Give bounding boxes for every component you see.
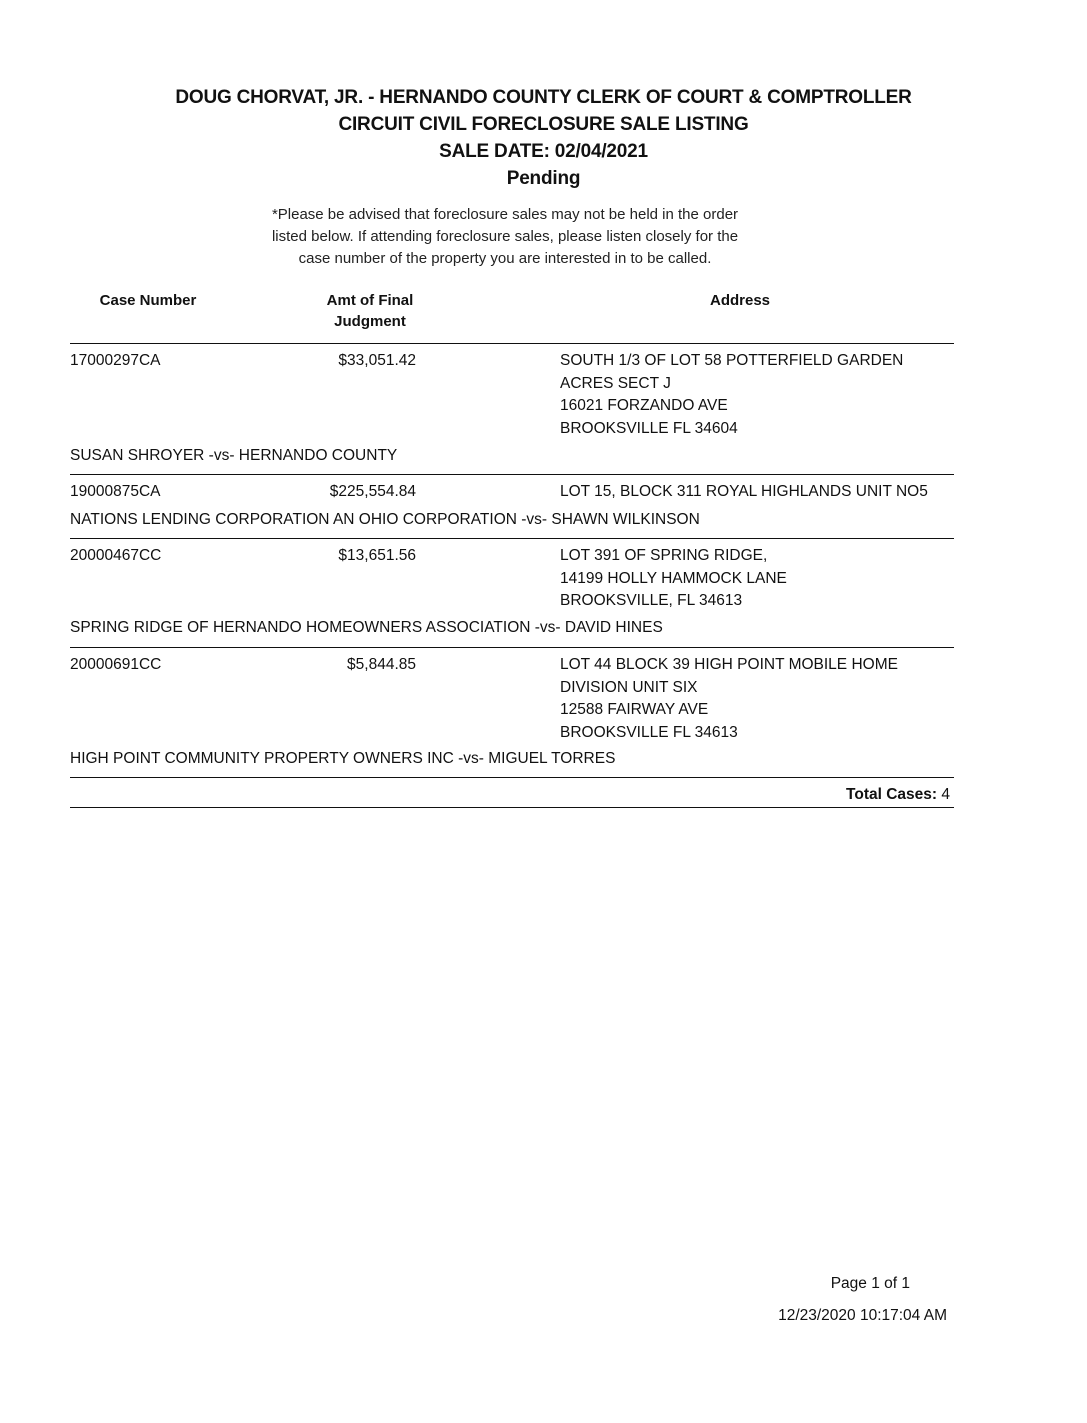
column-header-address: Address bbox=[709, 292, 771, 309]
address-line: ACRES SECT J bbox=[560, 374, 671, 392]
case-separator bbox=[70, 538, 954, 539]
notice-line: listed below. If attending foreclosure sales, please listen closely for the bbox=[271, 228, 739, 245]
case-parties: SPRING RIDGE OF HERNANDO HOMEOWNERS ASSOCIATION -vs- DAVID HINES bbox=[70, 619, 663, 636]
property-address bbox=[560, 654, 898, 744]
case-number: 20000467CC bbox=[70, 547, 162, 564]
total-cases bbox=[760, 784, 950, 807]
address-line: 14199 HOLLY HAMMOCK LANE bbox=[560, 569, 787, 587]
sale-date: SALE DATE: 02/04/2021 bbox=[439, 141, 648, 162]
column-header-amount bbox=[305, 290, 435, 332]
column-header-amount-line: Judgment bbox=[334, 313, 406, 330]
total-cases-label: Total Cases: bbox=[846, 786, 938, 803]
case-parties: NATIONS LENDING CORPORATION AN OHIO CORPORATION -vs- SHAWN WILKINSON bbox=[70, 511, 700, 528]
page-number: Page 1 of 1 bbox=[830, 1275, 910, 1292]
judgment-amount: $5,844.85 bbox=[347, 656, 416, 673]
address-line: LOT 15, BLOCK 311 ROYAL HIGHLANDS UNIT NO5 bbox=[560, 483, 928, 500]
address-line: 16021 FORZANDO AVE bbox=[560, 397, 728, 414]
advisory-notice bbox=[0, 204, 1010, 270]
address-line: LOT 44 BLOCK 39 HIGH POINT MOBILE HOME bbox=[560, 656, 898, 673]
clerk-title: DOUG CHORVAT, JR. - HERNANDO COUNTY CLERK OF COURT & COMPTROLLER bbox=[175, 87, 912, 108]
address-line: SOUTH 1/3 OF LOT 58 POTTERFIELD GARDEN bbox=[560, 352, 904, 369]
property-address bbox=[560, 545, 787, 613]
case-number: 20000691CC bbox=[70, 656, 162, 673]
judgment-amount: $13,651.56 bbox=[338, 547, 416, 564]
case-separator bbox=[70, 777, 954, 778]
print-timestamp: 12/23/2020 10:17:04 AM bbox=[778, 1307, 947, 1324]
address-line: DIVISION UNIT SIX bbox=[560, 678, 698, 696]
address-line: BROOKSVILLE, FL 34613 bbox=[560, 592, 743, 609]
column-header-case-number: Case Number bbox=[99, 292, 197, 309]
case-number: 17000297CA bbox=[70, 352, 161, 369]
address-line: BROOKSVILLE FL 34604 bbox=[560, 419, 738, 437]
notice-line: case number of the property you are interested in to be called. bbox=[298, 250, 712, 267]
column-header-amount-line: Amt of Final bbox=[326, 292, 414, 309]
case-separator bbox=[70, 474, 954, 475]
listing-title: CIRCUIT CIVIL FORECLOSURE SALE LISTING bbox=[338, 114, 749, 135]
header-rule bbox=[70, 343, 954, 344]
status-label: Pending bbox=[506, 168, 581, 189]
address-line: BROOKSVILLE FL 34613 bbox=[560, 723, 738, 741]
total-cases-value: 4 bbox=[941, 786, 950, 803]
case-number: 19000875CA bbox=[70, 483, 161, 500]
property-address bbox=[560, 481, 928, 504]
property-address bbox=[560, 350, 903, 440]
address-line: LOT 391 OF SPRING RIDGE, bbox=[560, 547, 768, 564]
address-line: 12588 FAIRWAY AVE bbox=[560, 701, 709, 718]
judgment-amount: $225,554.84 bbox=[329, 483, 416, 500]
notice-line: *Please be advised that foreclosure sales may not be held in the order bbox=[271, 206, 739, 223]
judgment-amount: $33,051.42 bbox=[338, 352, 416, 369]
totals-rule bbox=[70, 807, 954, 808]
case-parties: HIGH POINT COMMUNITY PROPERTY OWNERS INC -vs- MIGUEL TORRES bbox=[70, 750, 616, 767]
case-parties: SUSAN SHROYER -vs- HERNANDO COUNTY bbox=[70, 447, 398, 464]
case-separator bbox=[70, 647, 954, 648]
document-header bbox=[0, 84, 1087, 192]
